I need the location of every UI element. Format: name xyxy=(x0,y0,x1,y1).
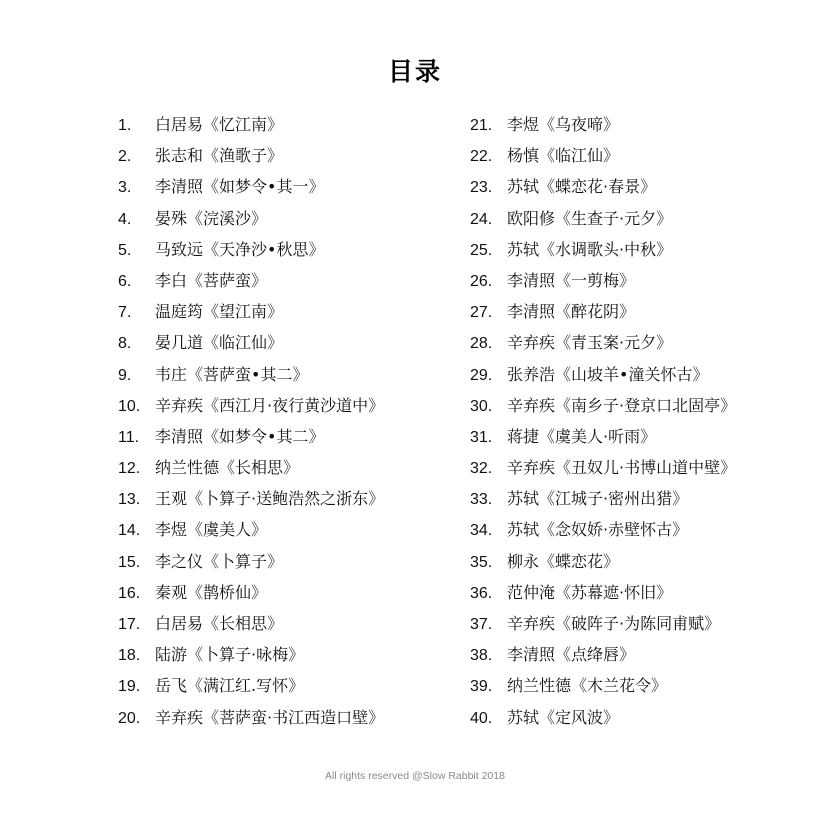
toc-item-title: 李之仪《卜算子》 xyxy=(155,551,284,571)
toc-item-number: 14. xyxy=(118,522,141,540)
toc-item[interactable] xyxy=(118,203,384,234)
toc-item[interactable] xyxy=(118,514,384,545)
toc-item[interactable] xyxy=(118,140,384,171)
toc-item[interactable] xyxy=(118,452,384,483)
toc-item-title: 温庭筠《望江南》 xyxy=(155,302,284,322)
toc-item[interactable] xyxy=(118,109,384,140)
toc-item-number: 17. xyxy=(118,616,141,633)
toc-item-number: 16. xyxy=(118,584,141,602)
toc-item-title: 张养浩《山坡羊•潼关怀古》 xyxy=(507,364,709,384)
toc-item-title: 辛弃疾《南乡子·登京口北固亭》 xyxy=(507,395,737,415)
toc-item-number: 10. xyxy=(118,397,141,415)
toc-item-title: 范仲淹《苏幕遮·怀旧》 xyxy=(507,582,673,602)
toc-item-title: 岳飞《满江红.写怀》 xyxy=(155,676,305,696)
toc-item[interactable] xyxy=(118,483,384,514)
toc-item-number: 27. xyxy=(470,304,493,322)
toc-item-title: 苏轼《江城子·密州出猎》 xyxy=(507,489,689,509)
toc-item-title: 辛弃疾《破阵子·为陈同甫赋》 xyxy=(507,614,721,633)
toc-item[interactable] xyxy=(470,702,736,733)
toc-item-number: 19. xyxy=(118,678,141,696)
toc-item-title: 晏几道《临江仙》 xyxy=(155,333,284,353)
toc-item-title: 李清照《一剪梅》 xyxy=(507,270,636,290)
toc-item-title: 苏轼《蝶恋花·春景》 xyxy=(507,177,657,197)
toc-item-title: 辛弃疾《西江月·夜行黄沙道中》 xyxy=(155,395,385,415)
toc-item-number: 21. xyxy=(470,117,493,134)
toc-item-number: 15. xyxy=(118,553,141,571)
toc-item[interactable] xyxy=(470,203,736,234)
copyright-footer: All rights reserved @Slow Rabbit 2018 xyxy=(325,770,505,782)
toc-item-title: 辛弃疾《丑奴儿·书博山道中壁》 xyxy=(507,458,737,478)
toc-item-title: 张志和《渔歌子》 xyxy=(155,146,284,166)
toc-item-number: 9. xyxy=(118,366,132,384)
toc-item-title: 王观《卜算子·送鲍浩然之浙东》 xyxy=(155,489,385,509)
toc-item-number: 5. xyxy=(118,241,132,259)
toc-item[interactable] xyxy=(118,702,384,733)
toc-item-number: 11. xyxy=(118,428,140,446)
toc-item-title: 辛弃疾《青玉案·元夕》 xyxy=(507,333,673,353)
toc-item[interactable] xyxy=(118,390,384,421)
toc-item[interactable] xyxy=(470,546,736,577)
toc-item[interactable] xyxy=(470,483,736,514)
toc-item-number: 6. xyxy=(118,272,132,290)
toc-item-number: 37. xyxy=(470,616,493,633)
toc-item[interactable] xyxy=(470,390,736,421)
toc-item[interactable] xyxy=(118,608,384,639)
toc-item[interactable] xyxy=(470,234,736,265)
toc-item-number: 28. xyxy=(470,335,493,353)
toc-item-number: 20. xyxy=(118,709,141,727)
toc-item-number: 7. xyxy=(118,304,132,322)
toc-item-title: 辛弃疾《菩萨蛮·书江西造口壁》 xyxy=(155,707,385,727)
toc-item-number: 3. xyxy=(118,179,132,197)
toc-item[interactable] xyxy=(470,608,736,639)
toc-item-number: 24. xyxy=(470,210,493,228)
toc-item-number: 38. xyxy=(470,647,493,665)
toc-left-column xyxy=(118,109,384,733)
toc-item-title: 晏殊《浣溪沙》 xyxy=(155,208,268,228)
toc-item-number: 35. xyxy=(470,553,493,571)
toc-item-title: 李煜《乌夜啼》 xyxy=(507,115,620,134)
toc-item[interactable] xyxy=(118,670,384,701)
toc-item[interactable] xyxy=(118,546,384,577)
toc-item-title: 白居易《忆江南》 xyxy=(155,115,284,134)
toc-item-title: 李清照《醉花阴》 xyxy=(507,302,636,322)
toc-item-number: 8. xyxy=(118,335,132,353)
toc-item[interactable] xyxy=(118,265,384,296)
toc-item-number: 31. xyxy=(470,428,493,446)
toc-item-number: 18. xyxy=(118,647,141,665)
toc-item[interactable] xyxy=(470,265,736,296)
toc-item-number: 30. xyxy=(470,397,493,415)
toc-item-title: 李清照《如梦令•其一》 xyxy=(155,177,325,197)
toc-item-number: 26. xyxy=(470,272,493,290)
toc-item-title: 纳兰性德《长相思》 xyxy=(155,458,300,478)
toc-item-title: 柳永《蝶恋花》 xyxy=(507,551,620,571)
toc-item-number: 29. xyxy=(470,366,493,384)
toc-item[interactable] xyxy=(470,109,736,140)
toc-item-title: 李白《菩萨蛮》 xyxy=(155,270,268,290)
toc-item[interactable] xyxy=(470,171,736,202)
toc-item-number: 1. xyxy=(118,117,132,134)
toc-item[interactable] xyxy=(470,452,736,483)
toc-item-number: 12. xyxy=(118,460,141,478)
toc-item-number: 40. xyxy=(470,709,493,727)
toc-item-title: 蒋捷《虞美人·听雨》 xyxy=(507,426,657,446)
toc-item[interactable] xyxy=(470,421,736,452)
toc-item[interactable] xyxy=(118,171,384,202)
toc-item-title: 李煜《虞美人》 xyxy=(155,520,268,540)
toc-item-number: 25. xyxy=(470,241,493,259)
toc-item-number: 4. xyxy=(118,210,132,228)
toc-item[interactable] xyxy=(470,296,736,327)
toc-item-number: 39. xyxy=(470,678,493,696)
toc-item-number: 13. xyxy=(118,491,141,509)
toc-item-title: 马致远《天净沙•秋思》 xyxy=(155,239,325,259)
toc-item-number: 33. xyxy=(470,491,493,509)
toc-item[interactable] xyxy=(118,234,384,265)
toc-item[interactable] xyxy=(118,421,384,452)
page-title: 目录 xyxy=(387,57,442,86)
toc-item-title: 苏轼《水调歌头·中秋》 xyxy=(507,239,673,259)
toc-right-column xyxy=(470,109,736,733)
toc-item-title: 白居易《长相思》 xyxy=(155,614,284,633)
toc-item-number: 2. xyxy=(118,148,132,166)
toc-item-title: 李清照《点绛唇》 xyxy=(507,645,636,665)
toc-item[interactable] xyxy=(470,514,736,545)
toc-item[interactable] xyxy=(118,577,384,608)
toc-item[interactable] xyxy=(470,327,736,358)
toc-item-title: 秦观《鹊桥仙》 xyxy=(155,582,268,602)
toc-item[interactable] xyxy=(118,639,384,670)
toc-item-title: 纳兰性德《木兰花令》 xyxy=(507,676,668,696)
toc-item[interactable] xyxy=(470,670,736,701)
toc-item-number: 32. xyxy=(470,460,493,478)
toc-item-number: 34. xyxy=(470,522,493,540)
toc-item-number: 23. xyxy=(470,179,493,197)
toc-item[interactable] xyxy=(470,639,736,670)
toc-item-number: 22. xyxy=(470,148,493,166)
toc-item[interactable] xyxy=(118,296,384,327)
toc-item-title: 欧阳修《生查子·元夕》 xyxy=(507,208,673,228)
toc-item[interactable] xyxy=(470,140,736,171)
toc-item-title: 苏轼《定风波》 xyxy=(507,707,620,727)
toc-item[interactable] xyxy=(118,359,384,390)
toc-item-title: 陆游《卜算子·咏梅》 xyxy=(155,645,305,665)
toc-item[interactable] xyxy=(470,359,736,390)
toc-item-title: 韦庄《菩萨蛮•其二》 xyxy=(155,364,309,384)
toc-item[interactable] xyxy=(470,577,736,608)
toc-item-number: 36. xyxy=(470,584,493,602)
toc-item[interactable] xyxy=(118,327,384,358)
toc-item-title: 杨慎《临江仙》 xyxy=(507,146,620,166)
toc-item-title: 苏轼《念奴娇·赤壁怀古》 xyxy=(507,520,689,540)
toc-item-title: 李清照《如梦令•其二》 xyxy=(155,426,325,446)
